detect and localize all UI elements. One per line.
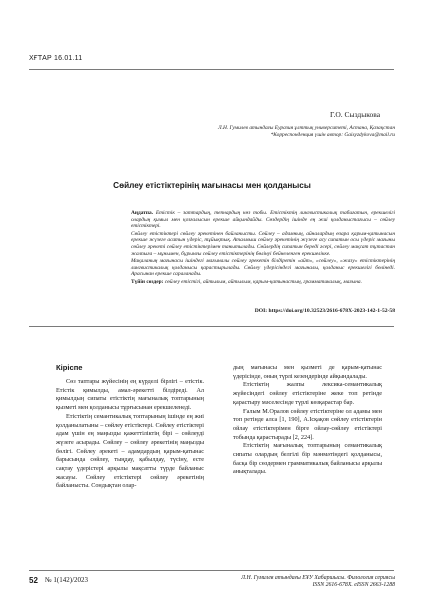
body-paragraph: дың мағынасы мен қызметі де қарым-қатынас үдерісінде, оның түрлі кезеңдерінде айқындалады. xyxy=(233,364,382,380)
body-paragraph: Етістіктің жалпы лексика-семантикалық жүйесіндегі сөйлеу етістіктеріне жеке топ ретінде қарастыру мәселесінде түрлі көзқарастар бар. xyxy=(233,381,382,406)
author-affiliation xyxy=(180,125,395,139)
abstract-paragraph: Сөйлеу етістіктері сөйлеу әрекетінен байланысты. Сөйлеу – адамның, айналардың өзара қарым-қатынасын ерекше жүзеге асатын үдеріс, тұйықтық. Аталмыш сөйлеу әрекетінің жүзеге асу сипатын осы үдеріс мағыны сөйлеу әрекеті сөйлеу етістіктерімен танытылады. Сөйлердің сипатын береді әсері, сөйлеу мақсат тұтастан жалпыға – мұнымен, бұрынғы сөйлеу етістіктерінің бөлінуі бейнеленген ерекшелікке. xyxy=(131,230,395,257)
body-paragraph: Етістіктің семантикалық топтарының ішінде ең жиі қолданылатыны – сөйлеу етістіктері. Сөйлеу етістіктері адам үшін ең маңызды қажеттіліктің бірі – сөйлеуді жүзеге асырады. Сөйлеу – сөйлеу әрекетінің маңызды бөлігі. Сөйлеу әрекеті – адамдардың қарым-қатынас барысында сөйлеу, тыңдау, қабылдау, түсіну, есте сақтау үдерістері арқылы мақсатты түрде байланыс жасауы. Сөйлеу етістіктері сөйлеу әрекетінің байланысты. Сондықтан олар- xyxy=(56,412,204,490)
footer-divider xyxy=(29,570,394,571)
issue-number: № 1(142)/2023 xyxy=(45,576,89,584)
article-code: ХҒТАР 16.01.11 xyxy=(29,55,83,62)
abstract-label: Аңдатпа. xyxy=(131,210,154,216)
page-number: 52 xyxy=(29,576,38,585)
journal-info xyxy=(200,575,395,589)
keywords-text: сөйлеу етістігі, айтылым, айтылым, қарым-қатынастың, грамматикалық, мағына. xyxy=(164,278,362,285)
keywords-label: Түйін сөздер: xyxy=(131,278,164,285)
affiliation-line: Л.Н. Гумилев атындағы Еуразия ұлттық университеті, Астана, Қазақстан xyxy=(217,125,395,131)
body-paragraph: Сөз таптары жүйесінің ең күрделі бірлігі – етістік. Етістік қимылды, амал-әрекетті білдіреді. Ал қимылдың сипаты етістіктің мағыналық топтарының қызметі мен қолданысы тұрғысынан ерекшеленеді. xyxy=(56,378,204,412)
body-column-right xyxy=(233,364,382,477)
header-divider xyxy=(29,69,394,70)
journal-issn: ISSN 2616-678X. eISSN 2663-1288 xyxy=(312,582,395,588)
doi-link[interactable]: DOI: https://doi.org/10.32523/2616-678X-2023-142-1-52-58 xyxy=(254,308,395,314)
author-name: Г.О. Сыздыкова xyxy=(330,110,381,119)
correspondence-line: *Корреспонденция үшін автор: Gaisyzdykova@mail.ru xyxy=(270,132,395,138)
abstract-block xyxy=(131,210,395,287)
journal-title: Л.Н. Гумилев атындағы ЕҰУ Хабаршысы. Филология сериясы xyxy=(241,575,395,581)
doi-divider xyxy=(29,326,394,327)
body-column-left xyxy=(56,378,204,491)
section-heading-introduction: Кіріспе xyxy=(56,363,83,372)
abstract-paragraph: Етістік – заттардың, тепнардың көз тобы. Етістіктің лингвистикалық табиғатын, ерекшелігі олардың қимыл мен қозғалысын ерекше айқындайды. Сөздердің ішінде ең жиі қолданыстағысы – сөйлеу етістіктері. xyxy=(131,210,395,230)
article-title: Сөйлеу етістіктерінің мағынасы мен қолданысы xyxy=(113,181,311,190)
body-paragraph: Ғалым М.Оралов сөйлеу етістіктеріне ол адамы мен топ ретінде алса [1, 190], А.Ісқақов сөйлеу етістіктерін ойлау етістіктерімен бірге ойлау-сөйлеу етістіктері тобында қарастырады [2, 224]. xyxy=(233,407,382,441)
body-paragraph: Етістіктің мағыналық топтарының семантикалық сипаты олардың белгілі бір мәнмәтіндегі қолданысы, басқа бір сөздермен грамматикалық байланысы арқылы анықталады. xyxy=(233,442,382,476)
abstract-paragraph: Мақаланың мағынасы ішіндегі мағыналы сөйлеу әрекетін білдіретін «айт», «сөйлеу», «жазу» етістіктерінің лингвистикалық қолданысы қарастырылады. Сөйлеу үдерісіндегі мағыналы, қолданыс ерекшелігі бөлінеді. Арасынан ерекше сараланады. xyxy=(131,258,395,278)
